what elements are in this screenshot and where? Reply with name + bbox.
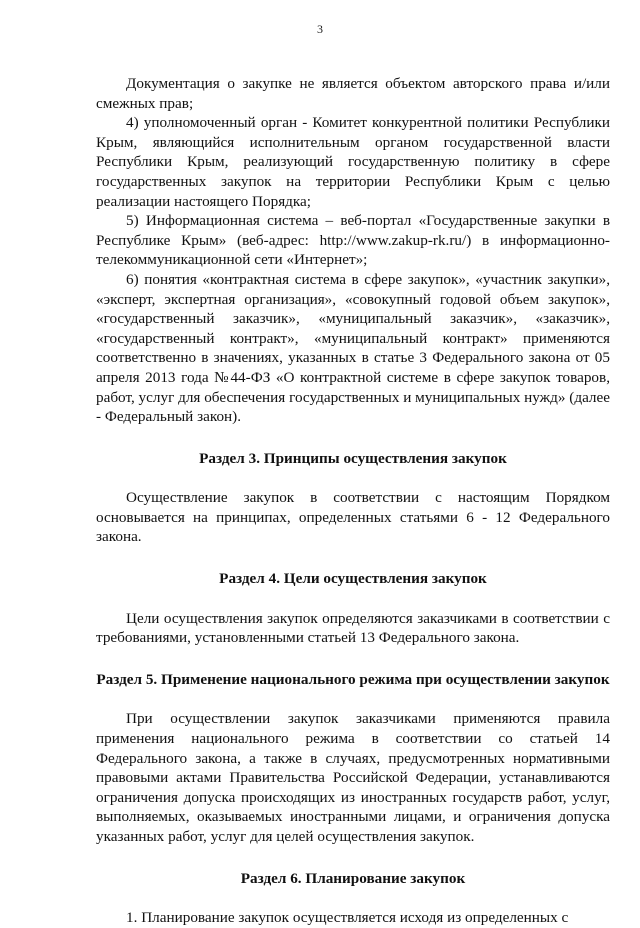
section-3-text: Осуществление закупок в соответствии с настоящим Порядком основывается на принципах, определенных статьями 6 - 12 Федерального закона.: [96, 489, 610, 546]
paragraph-authorized-body: 4) уполномоченный орган - Комитет конкурентной политики Республики Крым, являющийся исполнительным органом государственной власти Республики Крым, реализующий государственную политику в сфере государственных закупок на территории Республики Крым с целью реализации настоящего Порядка;: [96, 114, 610, 210]
document-body: [96, 74, 610, 928]
paragraph-terms-definitions: 6) понятия «контрактная система в сфере закупок», «участник закупки», «эксперт, экспертная организация», «совокупный годовой объем закупок», «государственный заказчик», «муниципальный заказчик», «заказчик», «государственный контракт», «муниципальный контракт» применяются соответственно в значениях, указанных в статье 3 Федерального закона от 05 апреля 2013 года №44-ФЗ «О контрактной системе в сфере закупок товаров, работ, услуг для обеспечения государственных и муниципальных нужд» (далее - Федеральный закон).: [96, 270, 610, 426]
page-number: 3: [317, 22, 323, 36]
section-6-text: 1. Планирование закупок осуществляется исходя из определенных с: [126, 909, 569, 927]
section-4-heading: Раздел 4. Цели осуществления закупок: [219, 570, 487, 588]
section-6-heading: Раздел 6. Планирование закупок: [240, 869, 466, 887]
section-5-text: При осуществлении закупок заказчиками применяются правила применения национального режима в соответствии со статьей 14 Федерального закона, а также в случаях, предусмотренных нормативными правовыми актами Правительства Российской Федерации, устанавливаются ограничения допуска происходящих из иностранных государств работ, услуг, выполняемых, оказываемых иностранными лицами, и ограничения допуска указанных работ, услуг для целей осуществления закупок.: [96, 710, 610, 845]
section-3-heading: Раздел 3. Принципы осуществления закупок: [199, 449, 507, 467]
section-5-heading: Раздел 5. Применение национального режима при осуществлении закупок: [96, 670, 610, 688]
paragraph-information-system: 5) Информационная система – веб-портал «Государственные закупки в Республике Крым» (веб-адрес: http://www.zakup-rk.ru/) в информационно-телекоммуникационной сети «Интернет»;: [96, 212, 610, 269]
paragraph-documentation-copyright: Документация о закупке не является объектом авторского права и/или смежных прав;: [96, 75, 610, 112]
section-4-text: Цели осуществления закупок определяются заказчиками в соответствии с требованиями, установленными статьей 13 Федерального закона.: [96, 609, 610, 647]
